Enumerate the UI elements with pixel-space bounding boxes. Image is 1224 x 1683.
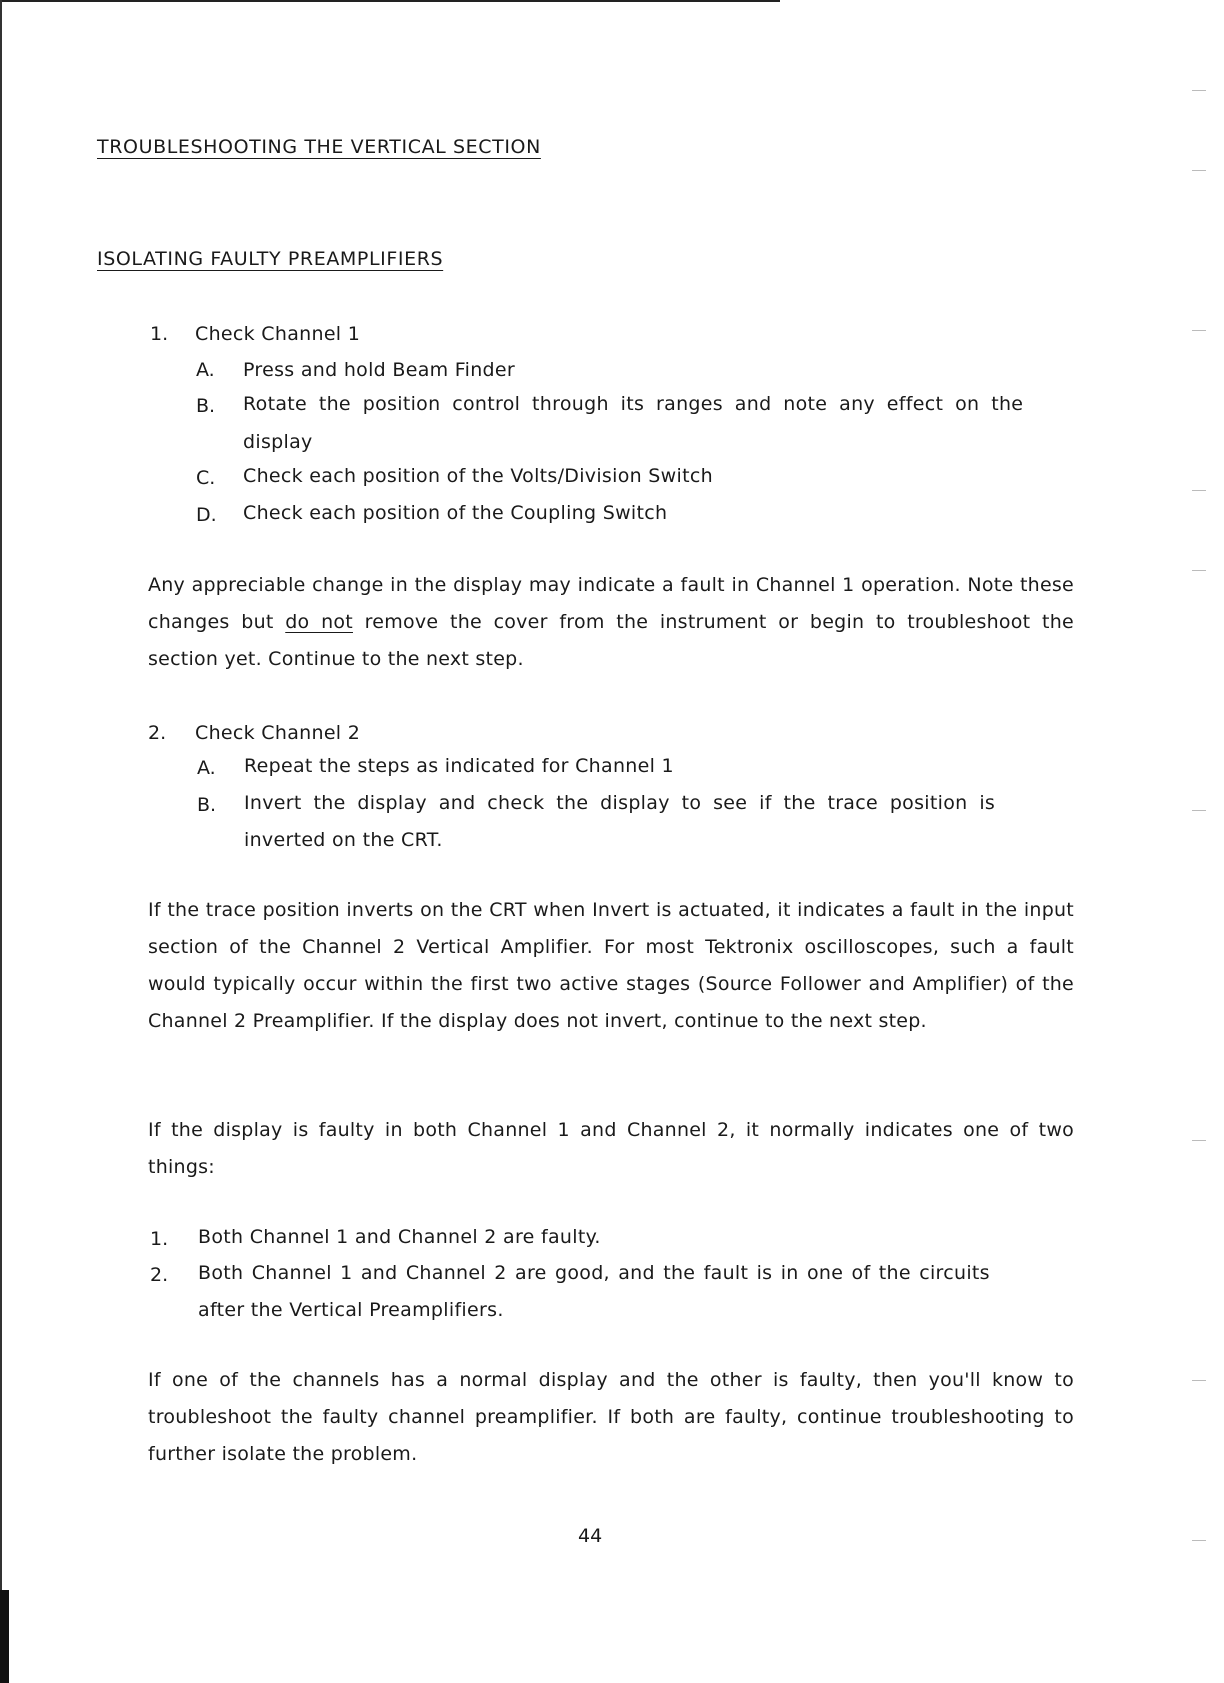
scan-mark <box>1192 810 1206 811</box>
list-number: 2. <box>150 1264 169 1286</box>
scan-mark <box>1192 490 1206 491</box>
paragraph-text: If the display is faulty in both Channel 1 and Channel 2, it normally indicates one of two things: <box>148 1119 1074 1178</box>
sub-step-text: Press and hold Beam Finder <box>243 359 516 381</box>
step-number: 1. <box>150 323 169 345</box>
list-item: Both Channel 1 and Channel 2 are good, and the fault is in one of the circuits <box>198 1262 990 1284</box>
scan-binding-mark <box>0 1590 9 1683</box>
sub-step-text: Rotate the position control through its ranges and note any effect on the <box>243 393 1024 415</box>
paragraph <box>148 1362 1074 1473</box>
sub-step-letter: B. <box>197 794 217 816</box>
scan-mark <box>1192 170 1206 171</box>
paragraph-text: If the trace position inverts on the CRT when Invert is actuated, it indicates a fault in the input section of the Channel 2 Vertical Amplifier. For most Tektronix oscilloscopes, such a fault would typically occur within the first two active stages (Source Follower and Amplifier) of the Channel 2 Preamplifier. If the display does not invert, continue to the next step. <box>148 899 1074 1032</box>
list-number: 1. <box>150 1228 169 1250</box>
scan-top-edge <box>0 0 780 2</box>
sub-step-text: Repeat the steps as indicated for Channel 1 <box>244 755 674 777</box>
paragraph-text: remove the cover from the instrument or begin to troubleshoot the section yet. Continue to the next step. <box>148 611 1074 670</box>
paragraph <box>148 567 1074 678</box>
paragraph <box>148 892 1074 1040</box>
sub-step-text: Check each position of the Coupling Switch <box>243 502 668 524</box>
page-title: TROUBLESHOOTING THE VERTICAL SECTION <box>97 136 541 158</box>
sub-step-text: Check each position of the Volts/Division Switch <box>243 465 713 487</box>
scan-mark <box>1192 570 1206 571</box>
sub-step-letter: A. <box>196 359 215 381</box>
scan-mark <box>1192 1380 1206 1381</box>
scan-mark <box>1192 90 1206 91</box>
step-title: Check Channel 1 <box>195 323 361 345</box>
scan-mark <box>1192 330 1206 331</box>
list-item-continued: after the Vertical Preamplifiers. <box>198 1299 504 1321</box>
sub-step-letter: B. <box>196 395 216 417</box>
list-item: Both Channel 1 and Channel 2 are faulty. <box>198 1226 601 1248</box>
paragraph-text: Any appreciable change in the display may indicate a fault in Channel 1 operation. Note these changes but <box>148 574 1074 633</box>
sub-step-letter: A. <box>197 757 216 779</box>
step-title: Check Channel 2 <box>195 722 361 744</box>
sub-step-text-continued: display <box>243 431 313 453</box>
sub-step-text: Invert the display and check the display to see if the trace position is <box>244 792 996 814</box>
scan-mark <box>1192 1140 1206 1141</box>
section-heading: ISOLATING FAULTY PREAMPLIFIERS <box>97 248 444 270</box>
sub-step-text-continued: inverted on the CRT. <box>244 829 443 851</box>
page-number: 44 <box>578 1525 603 1547</box>
sub-step-letter: C. <box>196 467 216 489</box>
emphasis-text: do not <box>285 611 353 633</box>
step-number: 2. <box>148 722 167 744</box>
paragraph-text: If one of the channels has a normal display and the other is faulty, then you'll know to troubleshoot the faulty channel preamplifier. If both are faulty, continue troubleshooting to further isolate the problem. <box>148 1369 1074 1465</box>
sub-step-letter: D. <box>196 504 217 526</box>
scan-mark <box>1192 1540 1206 1541</box>
paragraph <box>148 1112 1074 1186</box>
scan-left-edge <box>0 0 2 1683</box>
